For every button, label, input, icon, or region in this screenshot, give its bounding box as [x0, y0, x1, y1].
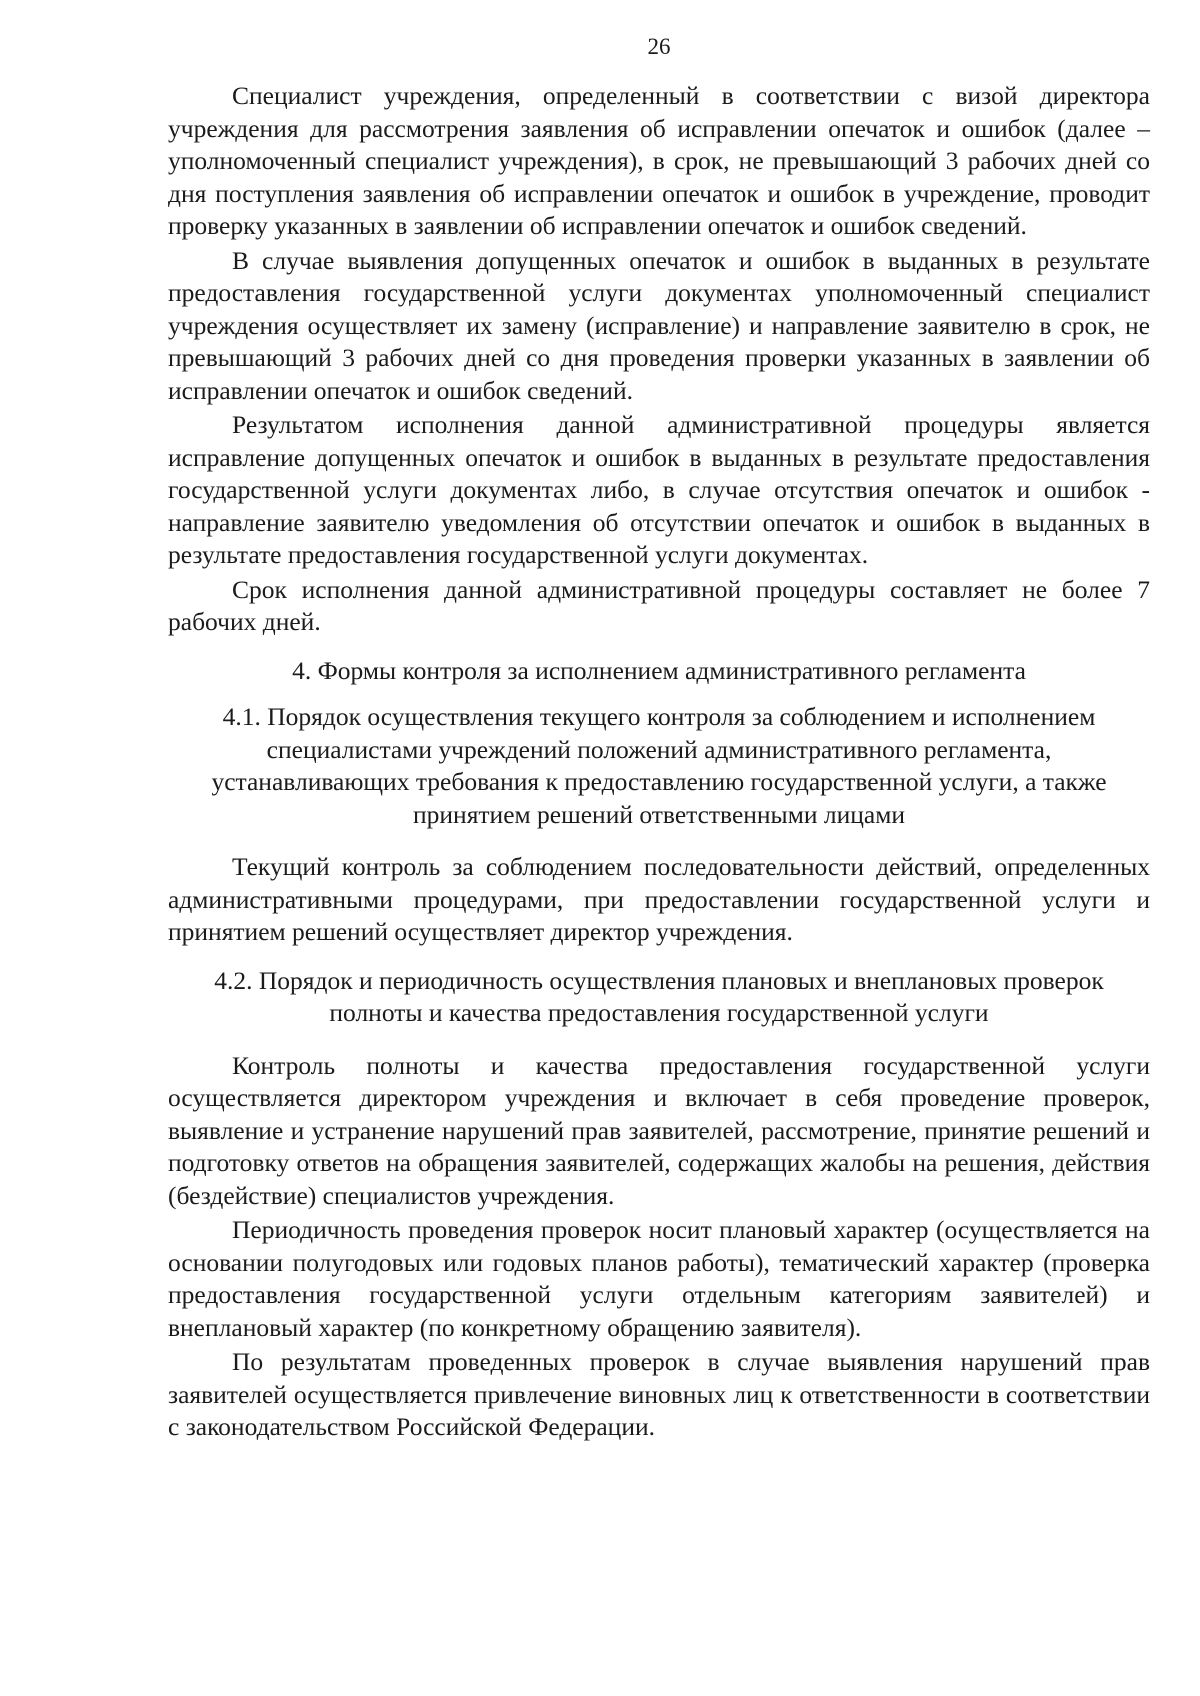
paragraph-quality-control: Контроль полноты и качества предоставления государственной услуги осуществляется директором учреждения и включает в себя проведение проверок, выявление и устранение нарушений прав заявителей, рассмотрение, принятие решений и подготовку ответов на обращения заявителей, содержащих жалобы на решения, действия (бездействие) специалистов учреждения.: [168, 1050, 1150, 1210]
page-number: 26: [647, 34, 671, 59]
subsection-heading-4-1: 4.1. Порядок осуществления текущего контроля за соблюдением и исполнением специалистами учреждений положений административного регламента, устанавливающих требования к предоставлению государственной услуги, а также принятием решений ответственными лицами: [211, 702, 1107, 829]
paragraph-procedure-term: Срок исполнения данной административной процедуры составляет не более 7 рабочих дней.: [168, 574, 1150, 636]
paragraph-inspection-results: По результатам проведенных проверок в случае выявления нарушений прав заявителей осуществляется привлечение виновных лиц к ответственности в соответствии с законодательством Российской Федерации.: [168, 1347, 1150, 1441]
paragraph-correction-review: Специалист учреждения, определенный в соответствии с визой директора учреждения для рассмотрения заявления об исправлении опечаток и ошибок (далее – уполномоченный специалист учреждения), в срок, не превышающий 3 рабочих дней со дня поступления заявления об исправлении опечаток и ошибок в учреждение, проводит проверку указанных в заявлении об исправлении опечаток и ошибок сведений.: [168, 81, 1150, 240]
paragraph-inspection-frequency: Периодичность проведения проверок носит плановый характер (осуществляется на основании полугодовых или годовых планов работы), тематический характер (проверка предоставления государственной услуги отдельным категориям заявителей) и внеплановый характер (по конкретному обращению заявителя).: [168, 1215, 1150, 1342]
paragraph-current-control: Текущий контроль за соблюдением последовательности действий, определенных административными процедурами, при предоставлении государственной услуги и принятием решений осуществляет директор учреждения.: [168, 852, 1150, 946]
subsection-heading-4-2: 4.2. Порядок и периодичность осуществления плановых и внеплановых проверок полноты и качества предоставления государственной услуги: [214, 965, 1104, 1027]
paragraph-procedure-result: Результатом исполнения данной административной процедуры является исправление допущенных опечаток и ошибок в выданных в результате предоставления государственной услуги документах либо, в случае отсутствия опечаток и ошибок - направление заявителю уведомления об отсутствии опечаток и ошибок в выданных в результате предоставления государственной услуги документах.: [168, 410, 1150, 569]
paragraph-document-replacement: В случае выявления допущенных опечаток и ошибок в выданных в результате предоставления государственной услуги документах уполномоченный специалист учреждения осуществляет их замену (исправление) и направление заявителю в срок, не превышающий 3 рабочих дней со дня проведения проверки указанных в заявлении об исправлении опечаток и ошибок сведений.: [168, 245, 1150, 405]
document-page: [168, 32, 1150, 1446]
section-heading-4: 4. Формы контроля за исполнением административного регламента: [292, 655, 1026, 685]
